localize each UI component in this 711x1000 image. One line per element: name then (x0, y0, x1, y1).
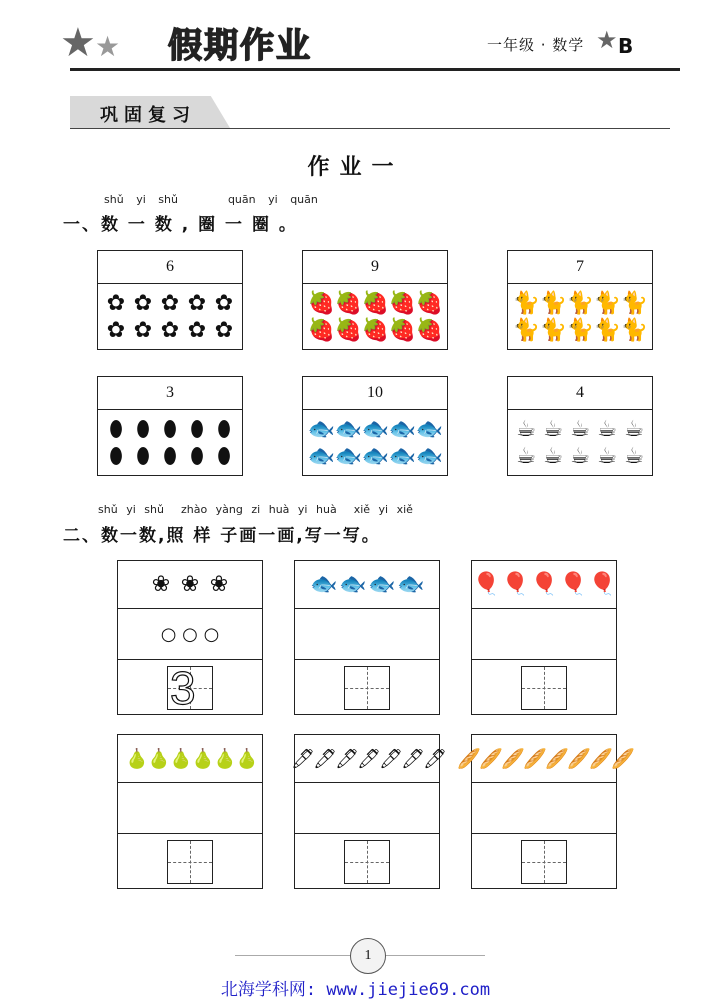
page-number: 1 (350, 938, 386, 974)
strawberry-icon[interactable]: 🍓 (388, 318, 416, 343)
bread-icon: 🥖 (479, 748, 503, 770)
pen-icon: 🖊 (379, 748, 404, 770)
q2-pinyin: shǔ yi shǔ zhào yàng zi huà yi huà xiě yi xiě (98, 503, 413, 516)
fish-icon[interactable]: 🐟 (361, 444, 389, 469)
pen-icon: 🖊 (423, 748, 448, 770)
fish-icon: 🐟 (310, 572, 338, 597)
draw-area[interactable] (472, 783, 616, 834)
writing-grid[interactable] (344, 840, 390, 884)
balloon-icon: 🎈 (530, 572, 558, 597)
pinecone-icon[interactable]: ⬮ (109, 444, 123, 469)
pinecone-icon[interactable]: ⬮ (217, 444, 231, 469)
flower-icon: ❀ (180, 572, 200, 597)
draw-box-1 (117, 560, 263, 715)
bread-icon: 🥖 (589, 748, 613, 770)
fish-icon[interactable]: 🐟 (388, 417, 416, 442)
strawberry-icon[interactable]: 🍓 (334, 318, 362, 343)
count-box-4 (97, 376, 243, 476)
draw-area[interactable] (472, 609, 616, 660)
write-area (118, 834, 262, 890)
cat-icon[interactable]: 🐈 (539, 291, 567, 316)
cup-icon[interactable]: ☕ (624, 417, 644, 442)
cat-icon[interactable]: 🐈 (539, 318, 567, 343)
section-title: 作业一 (307, 154, 404, 180)
count-box-pictures[interactable] (98, 410, 242, 476)
fish-icon[interactable]: 🐟 (307, 444, 335, 469)
star-logo-icon: ★ (60, 20, 96, 66)
draw-box-pictures (295, 561, 439, 609)
pen-icon: 🖊 (291, 748, 316, 770)
pear-icon: 🍐 (125, 748, 149, 770)
balloon-icon: 🎈 (588, 572, 616, 597)
strawberry-icon[interactable]: 🍓 (361, 318, 389, 343)
flower-icon[interactable]: ✿ (106, 291, 126, 316)
fish-icon[interactable]: 🐟 (388, 444, 416, 469)
fish-icon[interactable]: 🐟 (415, 417, 443, 442)
cup-icon[interactable]: ☕ (570, 417, 590, 442)
pinecone-icon[interactable]: ⬮ (136, 444, 150, 469)
draw-box-2 (294, 560, 440, 715)
flower-icon: ❀ (151, 572, 171, 597)
count-box-pictures[interactable] (508, 284, 652, 350)
section-tab-label: 巩固复习 (100, 105, 196, 126)
pen-icon: 🖊 (313, 748, 338, 770)
count-box-number: 7 (508, 251, 652, 284)
pen-icon: 🖊 (357, 748, 382, 770)
star-small-icon: ★ (95, 30, 121, 63)
count-box-number: 9 (303, 251, 447, 284)
draw-box-pictures (118, 735, 262, 783)
pear-icon: 🍐 (213, 748, 237, 770)
count-box-3 (507, 250, 653, 350)
pear-icon: 🍐 (147, 748, 171, 770)
header-grade: 一年级 · 数学 (487, 36, 585, 54)
count-box-pictures[interactable] (303, 410, 447, 476)
writing-grid[interactable] (167, 840, 213, 884)
fish-icon[interactable]: 🐟 (361, 417, 389, 442)
count-box-pictures[interactable] (98, 284, 242, 350)
strawberry-icon[interactable]: 🍓 (307, 291, 335, 316)
draw-box-pictures (118, 561, 262, 609)
flower-icon[interactable]: ✿ (106, 318, 126, 343)
pear-icon: 🍐 (191, 748, 215, 770)
write-area (118, 660, 262, 716)
count-box-pictures[interactable] (508, 410, 652, 476)
footer-site: 北海学科网: www.jiejie69.com (220, 980, 491, 1000)
balloon-icon: 🎈 (559, 572, 587, 597)
flower-icon[interactable]: ✿ (214, 318, 234, 343)
draw-area[interactable]: ○ ○ ○ (118, 609, 262, 660)
flower-icon[interactable]: ✿ (133, 291, 153, 316)
flower-icon: ❀ (209, 572, 229, 597)
cat-icon[interactable]: 🐈 (512, 291, 540, 316)
draw-box-3 (471, 560, 617, 715)
q1-text: 一、数 一 数 , 圈 一 圈 。 (63, 215, 298, 235)
flower-icon[interactable]: ✿ (187, 318, 207, 343)
pinecone-icon[interactable]: ⬮ (190, 417, 204, 442)
count-box-number: 4 (508, 377, 652, 410)
pinecone-icon[interactable]: ⬮ (163, 444, 177, 469)
pen-icon: 🖊 (401, 748, 426, 770)
strawberry-icon[interactable]: 🍓 (307, 318, 335, 343)
cup-icon[interactable]: ☕ (516, 444, 536, 469)
cup-icon[interactable]: ☕ (543, 417, 563, 442)
writing-grid[interactable] (521, 666, 567, 710)
pinecone-icon[interactable]: ⬮ (109, 417, 123, 442)
flower-icon[interactable]: ✿ (187, 291, 207, 316)
cat-icon[interactable]: 🐈 (620, 291, 648, 316)
writing-grid[interactable] (167, 662, 213, 714)
strawberry-icon[interactable]: 🍓 (388, 291, 416, 316)
fish-icon[interactable]: 🐟 (307, 417, 335, 442)
fish-icon: 🐟 (397, 572, 425, 597)
draw-box-4 (117, 734, 263, 889)
count-box-5 (302, 376, 448, 476)
writing-grid[interactable] (344, 666, 390, 710)
pear-icon: 🍐 (235, 748, 259, 770)
cat-icon[interactable]: 🐈 (620, 318, 648, 343)
header-title: 假期作业 (168, 26, 312, 66)
draw-box-5 (291, 734, 448, 889)
balloon-icon: 🎈 (472, 572, 500, 597)
cat-icon[interactable]: 🐈 (593, 318, 621, 343)
cat-icon[interactable]: 🐈 (566, 291, 594, 316)
write-area (472, 834, 616, 890)
write-area (295, 834, 439, 890)
strawberry-icon[interactable]: 🍓 (361, 291, 389, 316)
cup-icon[interactable]: ☕ (597, 444, 617, 469)
section-divider (70, 128, 670, 129)
count-box-pictures[interactable] (303, 284, 447, 350)
count-box-6 (507, 376, 653, 476)
flower-icon[interactable]: ✿ (214, 291, 234, 316)
fish-icon: 🐟 (339, 572, 367, 597)
cat-icon[interactable]: 🐈 (593, 291, 621, 316)
pinecone-icon[interactable]: ⬮ (163, 417, 177, 442)
fish-icon[interactable]: 🐟 (334, 417, 362, 442)
q1-pinyin: shǔ yi shǔ quān yi quān (104, 193, 318, 206)
fish-icon[interactable]: 🐟 (415, 444, 443, 469)
example-digit: 3 (170, 662, 196, 714)
draw-box-pictures (457, 735, 635, 783)
header-band (70, 22, 680, 71)
write-area (472, 660, 616, 716)
balloon-icon: 🎈 (501, 572, 529, 597)
count-box-number: 3 (98, 377, 242, 410)
bread-icon: 🥖 (611, 748, 635, 770)
strawberry-icon[interactable]: 🍓 (334, 291, 362, 316)
draw-box-pictures (472, 561, 616, 609)
draw-area[interactable] (295, 609, 439, 660)
pinecone-icon[interactable]: ⬮ (136, 417, 150, 442)
bread-icon: 🥖 (457, 748, 481, 770)
bread-icon: 🥖 (523, 748, 547, 770)
cup-icon[interactable]: ☕ (543, 444, 563, 469)
draw-area[interactable] (295, 783, 439, 834)
pen-icon: 🖊 (335, 748, 360, 770)
strawberry-icon[interactable]: 🍓 (415, 291, 443, 316)
fish-icon[interactable]: 🐟 (334, 444, 362, 469)
q2-text: 二、数一数,照 样 子画一画,写一写。 (63, 526, 381, 546)
cup-icon[interactable]: ☕ (597, 417, 617, 442)
header-badge: B (618, 34, 634, 58)
bread-icon: 🥖 (567, 748, 591, 770)
flower-icon[interactable]: ✿ (133, 318, 153, 343)
cup-icon[interactable]: ☕ (624, 444, 644, 469)
pinecone-icon[interactable]: ⬮ (217, 417, 231, 442)
count-box-1 (97, 250, 243, 350)
cup-icon[interactable]: ☕ (570, 444, 590, 469)
draw-box-pictures (291, 735, 448, 783)
flower-icon[interactable]: ✿ (160, 318, 180, 343)
fish-icon: 🐟 (368, 572, 396, 597)
flower-icon[interactable]: ✿ (160, 291, 180, 316)
cup-icon[interactable]: ☕ (516, 417, 536, 442)
cat-icon[interactable]: 🐈 (566, 318, 594, 343)
draw-area[interactable] (118, 783, 262, 834)
bread-icon: 🥖 (545, 748, 569, 770)
count-box-number: 10 (303, 377, 447, 410)
writing-grid[interactable] (521, 840, 567, 884)
strawberry-icon[interactable]: 🍓 (415, 318, 443, 343)
draw-box-6 (457, 734, 635, 889)
pear-icon: 🍐 (169, 748, 193, 770)
write-area (295, 660, 439, 716)
count-box-number: 6 (98, 251, 242, 284)
count-box-2 (302, 250, 448, 350)
cat-icon[interactable]: 🐈 (512, 318, 540, 343)
bread-icon: 🥖 (501, 748, 525, 770)
star-badge-icon: ★ (596, 26, 618, 54)
pinecone-icon[interactable]: ⬮ (190, 444, 204, 469)
